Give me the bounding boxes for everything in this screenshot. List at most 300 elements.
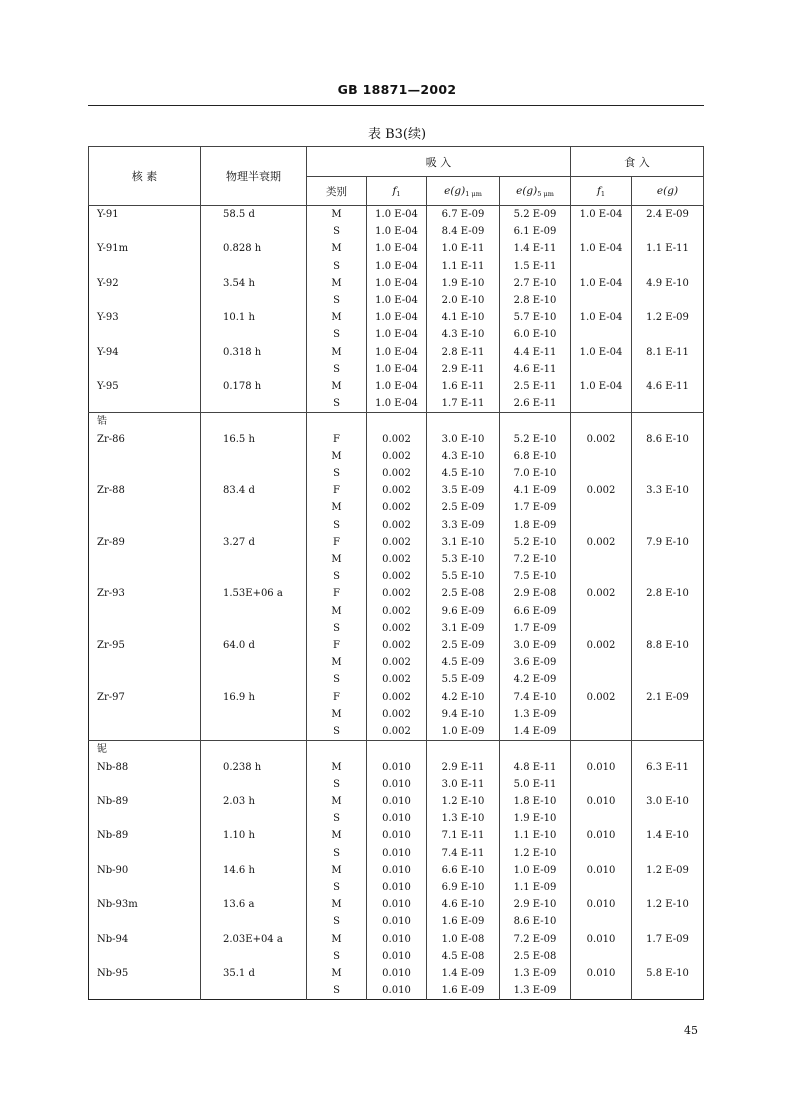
class-cell: M xyxy=(307,896,367,913)
eg-5um-cell: 5.7 E-10 xyxy=(500,309,571,326)
f1-subscript: 1 xyxy=(600,189,606,198)
inhalation-f1-cell: 1.0 E-04 xyxy=(367,292,427,309)
table-row xyxy=(89,482,704,499)
eg-5um-cell: 4.2 E-09 xyxy=(500,671,571,688)
nuclide-cell: Zr-86 xyxy=(89,431,201,448)
eg-5um-cell: 1.4 E-11 xyxy=(500,240,571,257)
nuclide-cell: Y-92 xyxy=(89,275,201,292)
ingestion-eg-cell: 4.9 E-10 xyxy=(646,277,689,289)
half-life-cell xyxy=(201,706,307,723)
ingestion-eg-cell xyxy=(632,551,704,568)
half-life-cell xyxy=(201,448,307,465)
half-life-cell xyxy=(201,982,307,1000)
eg-1um-cell: 8.4 E-09 xyxy=(427,223,500,240)
ingestion-f1-cell: 0.002 xyxy=(571,637,632,654)
eg-5um-cell: 1.8 E-10 xyxy=(500,793,571,810)
inhalation-f1-cell: 1.0 E-04 xyxy=(367,206,427,224)
table-row xyxy=(89,431,704,448)
eg-5um-cell: 2.8 E-10 xyxy=(500,292,571,309)
eg-5um-cell: 6.1 E-09 xyxy=(500,223,571,240)
ingestion-eg-cell xyxy=(632,776,704,793)
element-group-label: 锆 xyxy=(89,413,201,431)
ingestion-f1-cell xyxy=(571,551,632,568)
class-cell: S xyxy=(307,326,367,343)
header-inhal-f1 xyxy=(367,177,427,206)
ingestion-f1-cell: 1.0 E-04 xyxy=(571,378,632,395)
ingestion-eg-cell xyxy=(632,913,704,930)
nuclide-cell xyxy=(89,913,201,930)
ingestion-f1-cell xyxy=(571,326,632,343)
ingestion-eg-cell xyxy=(632,810,704,827)
eg-1um-cell: 2.5 E-08 xyxy=(427,585,500,602)
nuclide-cell: Zr-93 xyxy=(89,585,201,602)
class-cell: S xyxy=(307,258,367,275)
nuclide-cell: Zr-89 xyxy=(89,534,201,551)
nuclide-cell xyxy=(89,776,201,793)
ingestion-f1-cell xyxy=(571,879,632,896)
eg-5um-cell: 1.1 E-09 xyxy=(500,879,571,896)
table-row xyxy=(89,240,704,257)
half-life-cell xyxy=(201,258,307,275)
ingestion-f1-cell: 0.002 xyxy=(571,431,632,448)
inhalation-f1-cell: 0.010 xyxy=(367,879,427,896)
empty-cell xyxy=(307,741,367,759)
eg-5um-cell: 1.3 E-09 xyxy=(500,965,571,982)
eg-5um-cell: 7.2 E-10 xyxy=(500,551,571,568)
ingestion-eg-cell: 8.8 E-10 xyxy=(646,640,689,652)
ingestion-eg-cell xyxy=(632,395,704,413)
class-cell: M xyxy=(307,706,367,723)
ingestion-eg-cell xyxy=(632,620,704,637)
half-life-cell xyxy=(201,879,307,896)
eg-1um-cell: 5.5 E-10 xyxy=(427,568,500,585)
eg-5um-cell: 2.5 E-11 xyxy=(500,378,571,395)
eg-5um-cell: 3.0 E-09 xyxy=(500,637,571,654)
ingestion-eg-cell xyxy=(632,982,704,1000)
class-cell: S xyxy=(307,810,367,827)
half-life-cell xyxy=(201,620,307,637)
class-cell: M xyxy=(307,931,367,948)
eg-1um-cell: 4.3 E-10 xyxy=(427,448,500,465)
eg-5um-cell: 1.1 E-10 xyxy=(500,827,571,844)
table-row xyxy=(89,206,704,224)
ingestion-eg-cell xyxy=(632,879,704,896)
half-life-cell xyxy=(201,499,307,516)
header-half-life: 物理半衰期 xyxy=(201,147,307,206)
eg-5um-cell: 5.2 E-10 xyxy=(500,431,571,448)
table-row xyxy=(89,810,704,827)
class-cell: S xyxy=(307,292,367,309)
class-cell: F xyxy=(307,637,367,654)
table-row xyxy=(89,499,704,516)
f1-symbol: f xyxy=(596,184,601,197)
half-life-cell: 2.03 h xyxy=(201,793,307,810)
inhalation-f1-cell: 0.010 xyxy=(367,793,427,810)
eg-5um-cell: 4.1 E-09 xyxy=(500,482,571,499)
inhalation-f1-cell: 0.002 xyxy=(367,551,427,568)
eg-1um-cell: 3.0 E-10 xyxy=(427,431,500,448)
eg-1um-cell: 3.1 E-10 xyxy=(427,534,500,551)
ingestion-eg-cell xyxy=(632,948,704,965)
table-row xyxy=(89,361,704,378)
eg-1um-cell: 1.0 E-08 xyxy=(427,931,500,948)
inhalation-f1-cell: 0.010 xyxy=(367,896,427,913)
ingestion-f1-cell xyxy=(571,361,632,378)
table-row xyxy=(89,517,704,534)
eg-1um-cell: 4.5 E-10 xyxy=(427,465,500,482)
ingestion-eg-cell xyxy=(632,654,704,671)
ingestion-eg-cell xyxy=(632,448,704,465)
f1-symbol: f xyxy=(392,184,397,197)
inhalation-f1-cell: 0.002 xyxy=(367,568,427,585)
class-cell: M xyxy=(307,603,367,620)
class-cell: M xyxy=(307,827,367,844)
eg-5um-cell: 4.4 E-11 xyxy=(500,344,571,361)
ingestion-f1-cell: 0.010 xyxy=(571,793,632,810)
table-row xyxy=(89,896,704,913)
ingestion-eg-cell: 1.2 E-10 xyxy=(646,899,689,911)
ingestion-eg-cell xyxy=(632,568,704,585)
ingestion-eg-cell: 8.6 E-10 xyxy=(646,433,689,445)
table-row xyxy=(89,465,704,482)
ingestion-f1-cell: 0.002 xyxy=(571,585,632,602)
nuclide-cell xyxy=(89,551,201,568)
ingestion-f1-cell xyxy=(571,395,632,413)
nuclide-cell: Nb-89 xyxy=(89,827,201,844)
nuclide-cell xyxy=(89,568,201,585)
nuclide-cell xyxy=(89,603,201,620)
class-cell: M xyxy=(307,499,367,516)
class-cell: S xyxy=(307,517,367,534)
half-life-cell xyxy=(201,517,307,534)
table-row xyxy=(89,689,704,706)
class-cell: S xyxy=(307,776,367,793)
inhalation-f1-cell: 1.0 E-04 xyxy=(367,378,427,395)
eg-5um-cell: 8.6 E-10 xyxy=(500,913,571,930)
inhalation-f1-cell: 0.002 xyxy=(367,517,427,534)
inhalation-f1-cell: 0.010 xyxy=(367,776,427,793)
eg-5um-cell: 2.5 E-08 xyxy=(500,948,571,965)
eg-5um-cell: 1.3 E-09 xyxy=(500,706,571,723)
eg-5um-cell: 1.9 E-10 xyxy=(500,810,571,827)
half-life-cell xyxy=(201,395,307,413)
ingestion-eg-cell: 1.7 E-09 xyxy=(646,933,689,945)
eg-1um-cell: 2.0 E-10 xyxy=(427,292,500,309)
class-cell: M xyxy=(307,309,367,326)
class-cell: S xyxy=(307,671,367,688)
ingestion-f1-cell xyxy=(571,706,632,723)
eg-5um-cell: 1.7 E-09 xyxy=(500,620,571,637)
half-life-cell: 0.238 h xyxy=(201,759,307,776)
nuclide-cell: Y-91m xyxy=(89,240,201,257)
eg-5um-cell: 7.2 E-09 xyxy=(500,931,571,948)
inhalation-f1-cell: 0.002 xyxy=(367,603,427,620)
eg-5um-cell: 2.6 E-11 xyxy=(500,395,571,413)
ingestion-eg-cell: 2.4 E-09 xyxy=(646,209,689,220)
element-group-label: 铌 xyxy=(89,741,201,759)
ingestion-eg-cell xyxy=(632,465,704,482)
ingestion-eg-cell: 3.3 E-10 xyxy=(646,485,689,497)
page-number: 45 xyxy=(684,1024,698,1037)
half-life-cell xyxy=(201,845,307,862)
eg-1um-cell: 1.0 E-09 xyxy=(427,723,500,741)
nuclide-cell xyxy=(89,706,201,723)
eg-1um-cell: 4.5 E-09 xyxy=(427,654,500,671)
table-row xyxy=(89,534,704,551)
half-life-cell xyxy=(201,654,307,671)
inhalation-f1-cell: 0.002 xyxy=(367,499,427,516)
half-life-cell xyxy=(201,326,307,343)
eg-1um-cell: 1.9 E-10 xyxy=(427,275,500,292)
ingestion-eg-cell xyxy=(632,223,704,240)
eg-symbol: e(g) xyxy=(656,185,679,197)
empty-cell xyxy=(571,413,632,431)
half-life-cell xyxy=(201,776,307,793)
inhalation-f1-cell: 0.002 xyxy=(367,689,427,706)
empty-cell xyxy=(201,413,307,431)
ingestion-f1-cell xyxy=(571,810,632,827)
inhalation-f1-cell: 1.0 E-04 xyxy=(367,223,427,240)
nuclide-cell: Y-93 xyxy=(89,309,201,326)
ingestion-f1-cell: 0.010 xyxy=(571,931,632,948)
inhalation-f1-cell: 1.0 E-04 xyxy=(367,275,427,292)
ingestion-f1-cell: 0.010 xyxy=(571,827,632,844)
ingestion-eg-cell xyxy=(632,706,704,723)
empty-cell xyxy=(367,413,427,431)
ingestion-eg-cell: 2.8 E-10 xyxy=(646,588,689,600)
table-row xyxy=(89,292,704,309)
eg-5um-cell: 5.0 E-11 xyxy=(500,776,571,793)
inhalation-f1-cell: 1.0 E-04 xyxy=(367,309,427,326)
half-life-cell xyxy=(201,551,307,568)
inhalation-f1-cell: 0.010 xyxy=(367,982,427,1000)
half-life-cell: 64.0 d xyxy=(201,637,307,654)
nuclide-cell: Zr-88 xyxy=(89,482,201,499)
eg-1um-cell: 9.6 E-09 xyxy=(427,603,500,620)
eg-1um-cell: 3.0 E-11 xyxy=(427,776,500,793)
table-row xyxy=(89,637,704,654)
eg-symbol: e(g) xyxy=(444,184,466,197)
class-cell: M xyxy=(307,654,367,671)
inhalation-f1-cell: 1.0 E-04 xyxy=(367,361,427,378)
eg-1um-cell: 2.5 E-09 xyxy=(427,499,500,516)
inhalation-f1-cell: 0.002 xyxy=(367,671,427,688)
class-cell: M xyxy=(307,759,367,776)
half-life-cell xyxy=(201,948,307,965)
nuclide-cell xyxy=(89,517,201,534)
ingestion-f1-cell xyxy=(571,620,632,637)
eg-1um-cell: 2.9 E-11 xyxy=(427,361,500,378)
ingestion-eg-cell xyxy=(632,258,704,275)
class-cell: M xyxy=(307,344,367,361)
eg-1um-cell: 7.4 E-11 xyxy=(427,845,500,862)
nuclide-cell: Y-95 xyxy=(89,378,201,395)
eg-5um-cell: 6.6 E-09 xyxy=(500,603,571,620)
ingestion-f1-cell xyxy=(571,465,632,482)
header-rule xyxy=(88,105,704,106)
inhalation-f1-cell: 0.010 xyxy=(367,759,427,776)
table-header xyxy=(89,147,704,206)
ingestion-f1-cell xyxy=(571,982,632,1000)
eg-5um-cell: 1.2 E-10 xyxy=(500,845,571,862)
eg-1um-cell: 1.1 E-11 xyxy=(427,258,500,275)
table-row xyxy=(89,948,704,965)
empty-cell xyxy=(427,741,500,759)
table-row xyxy=(89,723,704,741)
eg-1um-cell: 3.1 E-09 xyxy=(427,620,500,637)
eg-symbol: e(g) xyxy=(516,184,538,197)
ingestion-eg-cell xyxy=(632,723,704,741)
eg-1um-cell: 6.6 E-10 xyxy=(427,862,500,879)
nuclide-cell xyxy=(89,395,201,413)
table-row xyxy=(89,326,704,343)
nuclide-cell: Nb-94 xyxy=(89,931,201,948)
eg-1um-cell: 4.2 E-10 xyxy=(427,689,500,706)
nuclide-cell xyxy=(89,671,201,688)
inhalation-f1-cell: 0.010 xyxy=(367,931,427,948)
nuclide-cell xyxy=(89,465,201,482)
ingestion-eg-cell xyxy=(632,603,704,620)
inhalation-f1-cell: 0.010 xyxy=(367,862,427,879)
eg-5um-cell: 4.6 E-11 xyxy=(500,361,571,378)
header-ing-eg xyxy=(632,177,704,206)
half-life-cell xyxy=(201,671,307,688)
eg-1um-cell: 6.7 E-09 xyxy=(427,206,500,224)
eg-1um-cell: 2.9 E-11 xyxy=(427,759,500,776)
half-life-cell xyxy=(201,568,307,585)
half-life-cell xyxy=(201,223,307,240)
nuclide-cell xyxy=(89,223,201,240)
ingestion-f1-cell xyxy=(571,913,632,930)
nuclide-cell xyxy=(89,723,201,741)
empty-cell xyxy=(500,741,571,759)
half-life-cell: 10.1 h xyxy=(201,309,307,326)
class-cell: S xyxy=(307,361,367,378)
eg-5um-cell: 6.8 E-10 xyxy=(500,448,571,465)
eg-1um-cell: 9.4 E-10 xyxy=(427,706,500,723)
inhalation-f1-cell: 0.002 xyxy=(367,534,427,551)
class-cell: S xyxy=(307,568,367,585)
half-life-cell xyxy=(201,603,307,620)
ingestion-eg-cell: 8.1 E-11 xyxy=(646,346,689,358)
empty-cell xyxy=(571,741,632,759)
eg-1um-cell: 1.0 E-11 xyxy=(427,240,500,257)
nuclide-cell: Zr-95 xyxy=(89,637,201,654)
table-row xyxy=(89,551,704,568)
table-row xyxy=(89,378,704,395)
element-group-row xyxy=(89,413,704,431)
eg-1um-cell: 1.2 E-10 xyxy=(427,793,500,810)
table-row xyxy=(89,776,704,793)
inhalation-f1-cell: 0.010 xyxy=(367,913,427,930)
ingestion-f1-cell: 1.0 E-04 xyxy=(571,206,632,224)
table-row xyxy=(89,223,704,240)
table-row xyxy=(89,759,704,776)
eg-5um-cell: 6.0 E-10 xyxy=(500,326,571,343)
nuclide-cell xyxy=(89,948,201,965)
class-cell: F xyxy=(307,534,367,551)
standard-header: GB 18871—2002 xyxy=(337,82,457,97)
ingestion-f1-cell: 1.0 E-04 xyxy=(571,275,632,292)
header-eg-1um xyxy=(427,177,500,206)
inhalation-f1-cell: 0.010 xyxy=(367,810,427,827)
table-row xyxy=(89,395,704,413)
eg-5um-cell: 5.2 E-10 xyxy=(500,534,571,551)
ingestion-eg-cell xyxy=(632,671,704,688)
table-row xyxy=(89,448,704,465)
nuclide-cell: Y-91 xyxy=(89,206,201,224)
class-cell: S xyxy=(307,879,367,896)
class-cell: F xyxy=(307,585,367,602)
eg-1um-cell: 5.3 E-10 xyxy=(427,551,500,568)
ingestion-eg-cell xyxy=(632,845,704,862)
eg-1um-cell: 7.1 E-11 xyxy=(427,827,500,844)
ingestion-f1-cell xyxy=(571,654,632,671)
eg-1um-cell: 1.6 E-11 xyxy=(427,378,500,395)
inhalation-f1-cell: 0.002 xyxy=(367,620,427,637)
ingestion-eg-cell xyxy=(632,499,704,516)
eg-1um-cell: 6.9 E-10 xyxy=(427,879,500,896)
half-life-cell xyxy=(201,810,307,827)
table-row xyxy=(89,258,704,275)
inhalation-f1-cell: 0.010 xyxy=(367,845,427,862)
table-row xyxy=(89,862,704,879)
table-row xyxy=(89,965,704,982)
eg-5um-cell: 5.2 E-09 xyxy=(500,206,571,224)
half-life-cell: 14.6 h xyxy=(201,862,307,879)
eg-1um-cell: 3.3 E-09 xyxy=(427,517,500,534)
ingestion-eg-cell xyxy=(632,292,704,309)
ingestion-eg-cell xyxy=(632,361,704,378)
ingestion-f1-cell xyxy=(571,223,632,240)
table-row xyxy=(89,706,704,723)
ingestion-f1-cell: 1.0 E-04 xyxy=(571,309,632,326)
class-cell: M xyxy=(307,240,367,257)
header-nuclide: 核 素 xyxy=(89,147,201,206)
eg-5um-cell: 7.5 E-10 xyxy=(500,568,571,585)
eg-5um-cell: 1.0 E-09 xyxy=(500,862,571,879)
inhalation-f1-cell: 1.0 E-04 xyxy=(367,240,427,257)
table-row xyxy=(89,603,704,620)
table-title: 表 B3(续) xyxy=(367,127,427,142)
nuclide-cell: Nb-88 xyxy=(89,759,201,776)
class-cell: S xyxy=(307,948,367,965)
nuclide-cell xyxy=(89,654,201,671)
nuclide-cell xyxy=(89,292,201,309)
ingestion-f1-cell xyxy=(571,948,632,965)
eg-5um-cell: 1.8 E-09 xyxy=(500,517,571,534)
eg-5um-cell: 1.4 E-09 xyxy=(500,723,571,741)
eg-5um-cell: 7.0 E-10 xyxy=(500,465,571,482)
table-row xyxy=(89,654,704,671)
class-cell: M xyxy=(307,793,367,810)
ingestion-f1-cell xyxy=(571,499,632,516)
nuclide-cell: Zr-97 xyxy=(89,689,201,706)
eg-1um-cell: 4.6 E-10 xyxy=(427,896,500,913)
ingestion-f1-cell: 1.0 E-04 xyxy=(571,344,632,361)
nuclide-cell xyxy=(89,845,201,862)
ingestion-eg-cell: 5.8 E-10 xyxy=(646,967,689,979)
table-row xyxy=(89,275,704,292)
class-cell: M xyxy=(307,551,367,568)
empty-cell xyxy=(427,413,500,431)
class-cell: S xyxy=(307,723,367,741)
ingestion-eg-cell xyxy=(632,326,704,343)
ingestion-f1-cell xyxy=(571,723,632,741)
eg-1um-cell: 1.6 E-09 xyxy=(427,982,500,1000)
eg-1um-cell: 3.5 E-09 xyxy=(427,482,500,499)
eg-5um-cell: 1.7 E-09 xyxy=(500,499,571,516)
